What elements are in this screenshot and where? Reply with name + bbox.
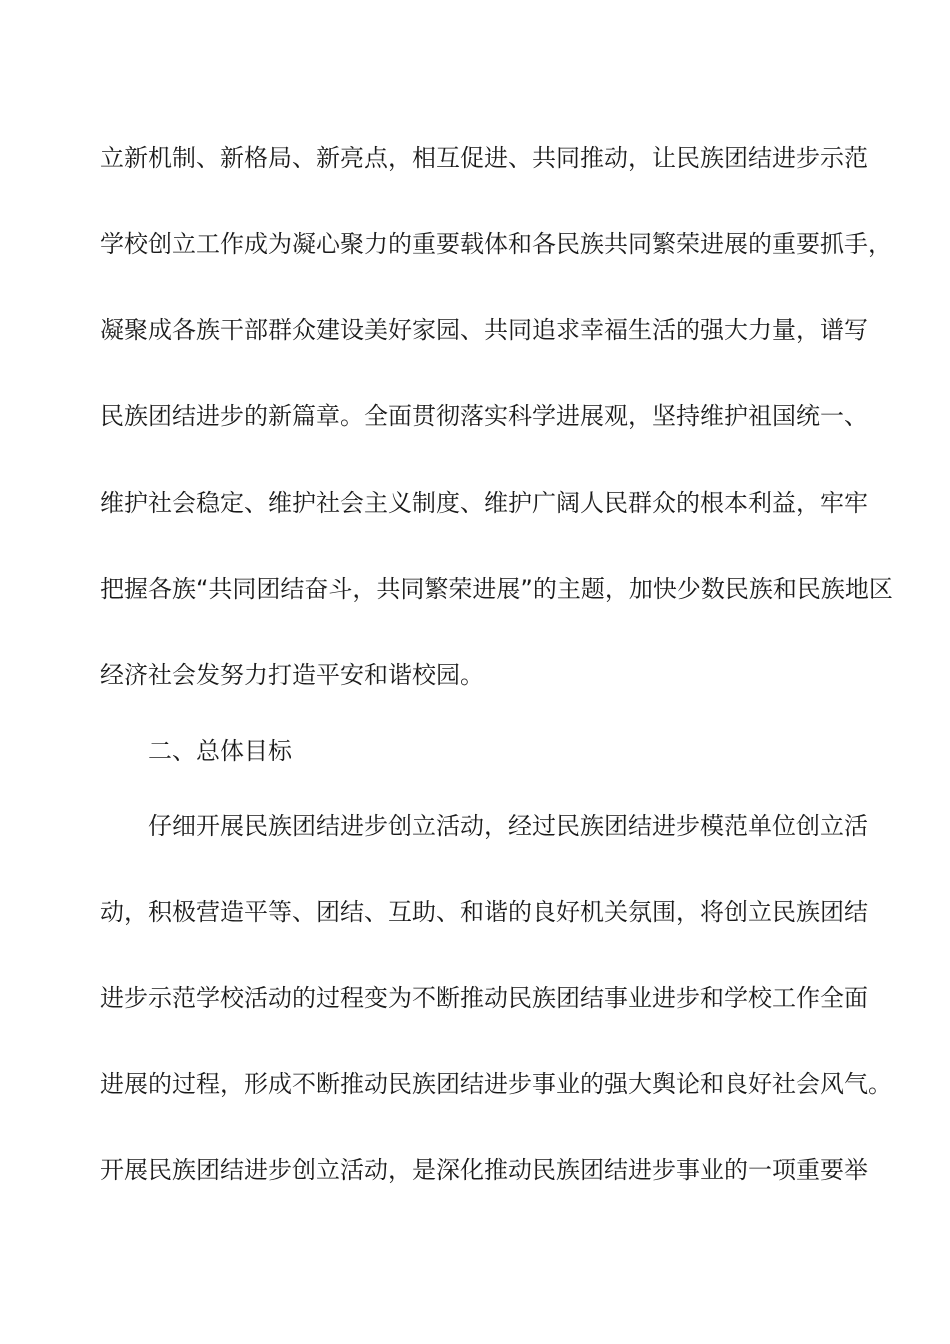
paragraph-1-line-2: 学校创立工作成为凝心聚力的重要载体和各民族共同繁荣进展的重要抓手， — [100, 230, 892, 258]
paragraph-1-line-7: 经济社会发努力打造平安和谐校园。 — [100, 661, 484, 689]
paragraph-1-line-1: 立新机制、新格局、新亮点，相互促进、共同推动，让民族团结进步示范 — [100, 144, 868, 172]
paragraph-2-line-2: 动，积极营造平等、团结、互助、和谐的良好机关氛围，将创立民族团结 — [100, 898, 868, 926]
paragraph-1-line-6: 把握各族“共同团结奋斗，共同繁荣进展”的主题，加快少数民族和民族地区 — [100, 575, 893, 603]
paragraph-2-line-5: 开展民族团结进步创立活动，是深化推动民族团结进步事业的一项重要举 — [100, 1156, 868, 1184]
paragraph-1-line-5: 维护社会稳定、维护社会主义制度、维护广阔人民群众的根本利益，牢牢 — [100, 489, 868, 517]
section-heading: 二、总体目标 — [148, 737, 292, 765]
paragraph-2-line-4: 进展的过程，形成不断推动民族团结进步事业的强大舆论和良好社会风气。 — [100, 1070, 892, 1098]
paragraph-1-line-4: 民族团结进步的新篇章。全面贯彻落实科学进展观，坚持维护祖国统一、 — [100, 402, 868, 430]
paragraph-1-line-3: 凝聚成各族干部群众建设美好家园、共同追求幸福生活的强大力量，谱写 — [100, 316, 868, 344]
paragraph-2-line-1: 仔细开展民族团结进步创立活动，经过民族团结进步模范单位创立活 — [148, 812, 868, 840]
paragraph-2-line-3: 进步示范学校活动的过程变为不断推动民族团结事业进步和学校工作全面 — [100, 984, 868, 1012]
